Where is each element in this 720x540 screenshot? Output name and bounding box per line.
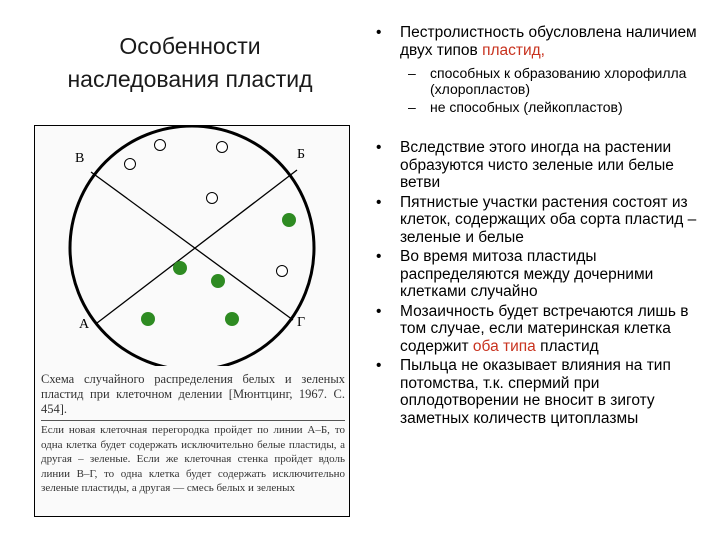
bullet-5-tail: пластид: [535, 337, 599, 355]
sub-item-1-text: способных к образованию хлорофилла (хлоропластов): [430, 65, 687, 97]
division-line-A-B: [97, 170, 297, 323]
bullet-dot: •: [376, 302, 382, 320]
bullet-item: [372, 357, 702, 427]
bullet-item: [372, 194, 702, 247]
figure-caption-block: [41, 372, 345, 496]
white-plastid: [155, 140, 166, 151]
sub-item-2-text: не способных (лейкопластов): [430, 99, 623, 115]
bullet-item: [372, 248, 702, 301]
bullet-list: [372, 24, 702, 427]
bullet-4-text: Во время митоза пластиды распределяются между дочерними клетками случайно: [400, 248, 654, 300]
bullet-item: [372, 24, 702, 59]
green-plastid: [141, 312, 155, 326]
bullet-5-text: Мозаичность будет встречаются лишь в том случае, если материнская клетка содержит: [400, 302, 689, 355]
sub-dash: –: [408, 65, 416, 81]
division-line-V-G: [91, 172, 293, 320]
sub-item: [372, 65, 702, 97]
slide-title-line2: наследования пластид: [67, 66, 313, 92]
sub-item: [372, 99, 702, 115]
green-plastid: [211, 274, 225, 288]
bullet-3-text: Пятнистые участки растения состоят из клеток, содержащих оба сорта пластид – зеленые и белые: [400, 193, 697, 246]
label-A: А: [79, 317, 90, 332]
caption-divider: [41, 420, 345, 421]
bullet-6-text: Пыльца не оказывает влияния на тип потомства, т.к. спермий при оплодотворении не вносит в зиготу заметных количеств цитоплазмы: [400, 357, 671, 427]
green-plastid: [225, 312, 239, 326]
label-B: Б: [297, 147, 306, 162]
figure-note: Если новая клеточная перегородка пройдет по линии А–Б, то одна клетка будет содержать исключительно белые пластиды, а другая – зеленые. Если же клеточная стенка пройдет вдоль линии В–Г, то одна клетка будет содержать исключительно зеленые пластиды, а другая — смесь белых и зеленых: [41, 424, 345, 494]
bullet-1-text: Пестролистность обусловлена наличием двух типов: [400, 24, 697, 59]
white-plastid: [125, 159, 136, 170]
plastid-diagram-figure: [34, 125, 350, 517]
bullet-1-highlight: пластид,: [482, 41, 545, 59]
slide-title-line1: Особенности: [119, 33, 261, 59]
sub-dash: –: [408, 99, 416, 115]
figure-caption: Схема случайного распределения белых и зеленых пластид при клеточном делении [Мюнтцинг, 1967. С. 454].: [41, 372, 345, 416]
bullet-dot: •: [376, 248, 382, 265]
green-plastid: [173, 261, 187, 275]
bullet-dot: •: [376, 24, 382, 41]
label-G: Г: [297, 315, 306, 330]
bullet-2-text: Вследствие этого иногда на растении образуются чисто зеленые или белые ветви: [400, 139, 674, 191]
label-V: В: [75, 151, 85, 166]
bullet-item: [372, 139, 702, 192]
white-plastid: [277, 266, 288, 277]
white-plastid: [217, 142, 228, 153]
bullet-dot: •: [376, 357, 382, 374]
white-plastid: [207, 193, 218, 204]
bullet-dot: •: [376, 193, 382, 211]
cell-division-diagram: [35, 126, 349, 366]
slide-title: [40, 30, 340, 96]
green-plastid: [282, 213, 296, 227]
bullet-dot: •: [376, 139, 382, 156]
bullet-5-highlight: оба типа: [472, 337, 536, 355]
bullet-item: [372, 303, 702, 356]
